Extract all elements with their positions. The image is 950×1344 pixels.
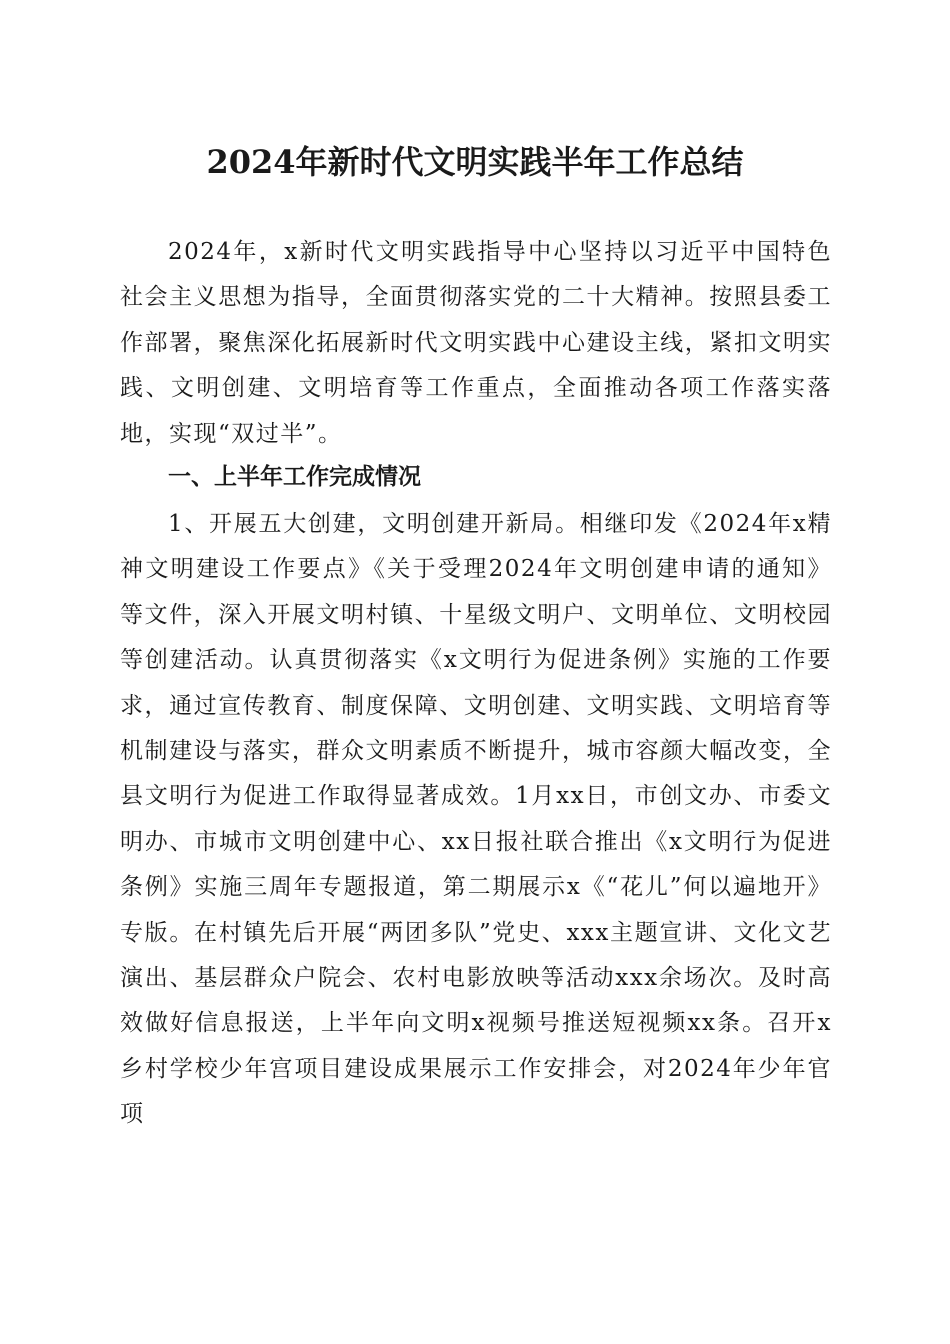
section-heading: 一、上半年工作完成情况: [168, 464, 421, 490]
body-paragraph: 1、开展五大创建，文明创建开新局。相继印发《2024年x精神文明建设工作要点》《关于受理2024年文明创建申请的通知》等文件，深入开展文明村镇、十星级文明户、文明单位、文明校园等创建活动。认真贯彻落实《x文明行为促进条例》实施的工作要求，通过宣传教育、制度保障、文明创建、文明实践、文明培育等机制建设与落实，群众文明素质不断提升，城市容颜大幅改变，全县文明行为促进工作取得显著成效。1月xx日，市创文办、市委文明办、市城市文明创建中心、xx日报社联合推出《x文明行为促进条例》实施三周年专题报道，第二期展示x《“花儿”何以遍地开》专版。在村镇先后开展“两团多队”党史、xxx主题宣讲、文化文艺演出、基层群众户院会、农村电影放映等活动xxx余场次。及时高效做好信息报送，上半年向文明x视频号推送短视频xx条。召开x乡村学校少年宫项目建设成果展示工作安排会，对2024年少年官项: [120, 511, 832, 1128]
intro-paragraph: 2024年，x新时代文明实践指导中心坚持以习近平中国特色社会主义思想为指导，全面贯彻落实党的二十大精神。按照县委工作部署，聚焦深化拓展新时代文明实践中心建设主线，紧扣文明实践、文明创建、文明培育等工作重点，全面推动各项工作落实落地，实现“双过半”。: [120, 239, 832, 447]
document-title: 2024年新时代文明实践半年工作总结: [206, 143, 744, 181]
